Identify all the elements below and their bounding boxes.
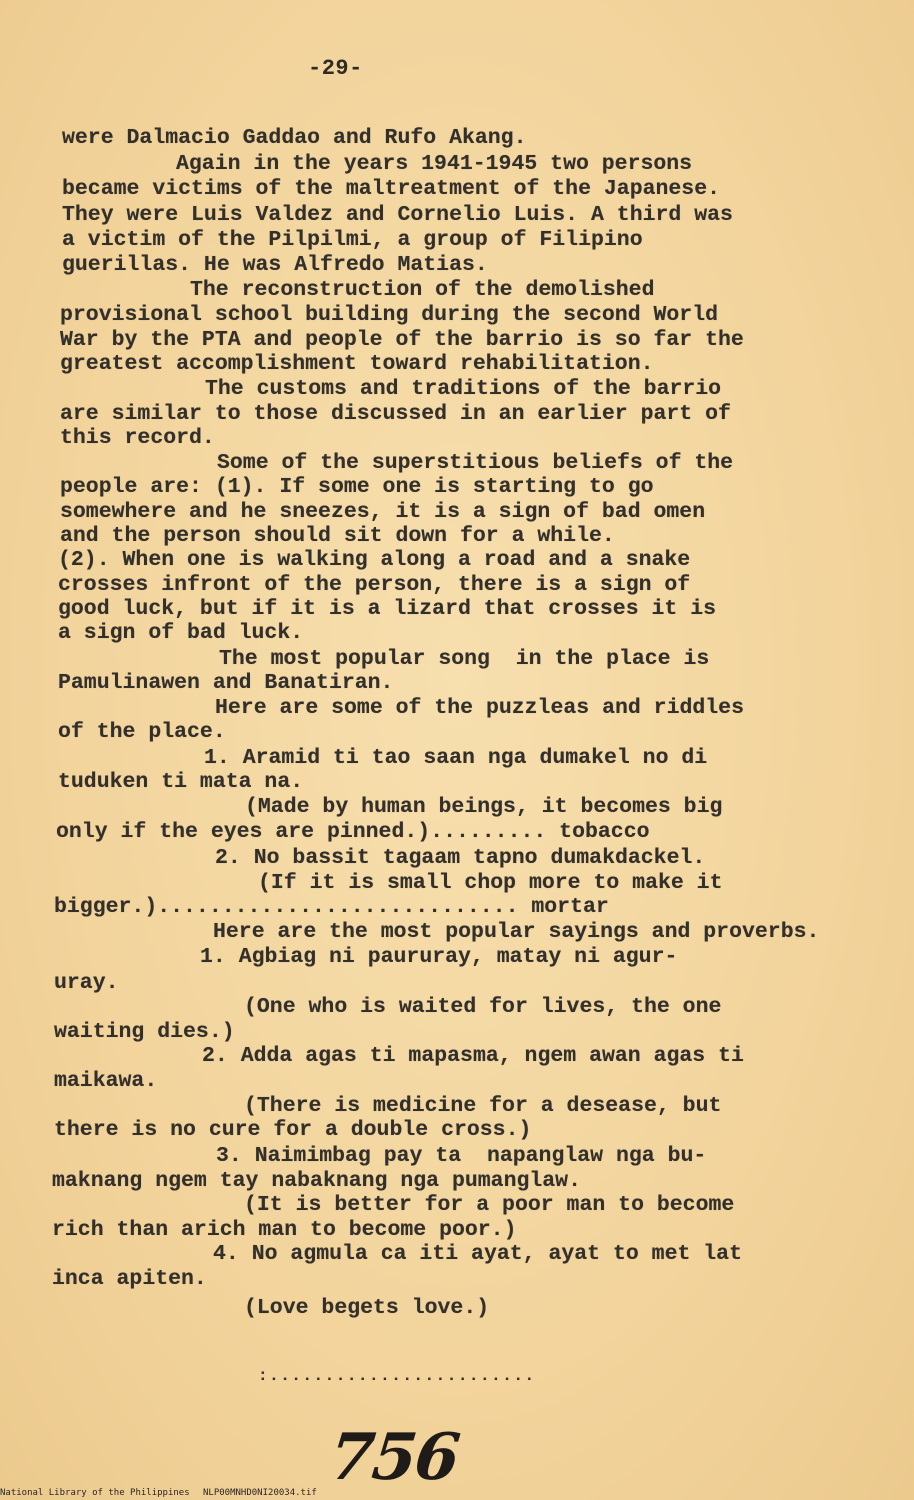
text-line: 2. Adda agas ti mapasma, ngem awan agas ti bbox=[202, 1044, 744, 1068]
text-line: 4. No agmula ca iti ayat, ayat to met lat bbox=[213, 1242, 742, 1266]
footer-file-name: NLP00MNHD0NI20034.tif bbox=[203, 1488, 317, 1498]
text-line: (There is medicine for a desease, but bbox=[244, 1094, 722, 1118]
text-line: War by the PTA and people of the barrio is so far the bbox=[60, 328, 744, 352]
text-line: good luck, but if it is a lizard that crosses it is bbox=[58, 597, 717, 621]
text-line: Here are the most popular sayings and proverbs. bbox=[213, 920, 820, 944]
text-line: (Made by human beings, it becomes big bbox=[245, 795, 723, 819]
text-line: uray. bbox=[54, 971, 119, 995]
text-line: were Dalmacio Gaddao and Rufo Akang. bbox=[62, 126, 527, 150]
text-line: maknang ngem tay nabaknang nga pumanglaw. bbox=[52, 1169, 581, 1193]
text-line: 1. Aramid ti tao saan nga dumakel no di bbox=[204, 746, 708, 770]
text-line: there is no cure for a double cross.) bbox=[54, 1118, 532, 1142]
text-line: guerillas. He was Alfredo Matias. bbox=[62, 253, 488, 277]
text-line: (One who is waited for lives, the one bbox=[244, 995, 722, 1019]
text-line: They were Luis Valdez and Cornelio Luis. A third was bbox=[62, 203, 733, 227]
text-line: somewhere and he sneezes, it is a sign of bad omen bbox=[60, 500, 706, 524]
text-line: (Love begets love.) bbox=[244, 1296, 490, 1320]
text-line: and the person should sit down for a while. bbox=[60, 524, 615, 548]
text-line: people are: (1). If some one is starting to go bbox=[60, 475, 654, 499]
text-line: of the place. bbox=[58, 720, 226, 744]
text-line: 2. No bassit tagaam tapno dumakdackel. bbox=[215, 846, 706, 870]
text-line: Here are some of the puzzleas and riddles bbox=[215, 696, 744, 720]
text-line: The most popular song in the place is bbox=[219, 647, 710, 671]
text-line: greatest accomplishment toward rehabilitation. bbox=[60, 352, 654, 376]
page-number: -29- bbox=[308, 56, 363, 81]
text-line: maikawa. bbox=[54, 1069, 158, 1093]
text-line: inca apiten. bbox=[52, 1267, 207, 1291]
text-line: rich than arich man to become poor.) bbox=[52, 1218, 517, 1242]
text-line: this record. bbox=[60, 426, 215, 450]
text-line: (It is better for a poor man to become bbox=[244, 1193, 735, 1217]
text-line: only if the eyes are pinned.)......... tobacco bbox=[56, 820, 650, 844]
text-line: crosses infront of the person, there is a sign of bbox=[58, 573, 691, 597]
text-line: provisional school building during the second World bbox=[60, 303, 719, 327]
text-line: are similar to those discussed in an earlier part of bbox=[60, 402, 731, 426]
text-line: became victims of the maltreatment of the Japanese. bbox=[62, 177, 721, 201]
text-line: a sign of bad luck. bbox=[58, 621, 304, 645]
text-line: Pamulinawen and Banatiran. bbox=[58, 671, 394, 695]
text-line: The customs and traditions of the barrio bbox=[205, 377, 722, 401]
text-line: a victim of the Pilpilmi, a group of Filipino bbox=[62, 228, 643, 252]
text-line: waiting dies.) bbox=[54, 1020, 235, 1044]
text-line: (If it is small chop more to make it bbox=[258, 871, 723, 895]
text-line: The reconstruction of the demolished bbox=[190, 278, 655, 302]
text-line: bigger.)............................ mortar bbox=[54, 895, 609, 919]
text-line: (2). When one is walking along a road and a snake bbox=[58, 548, 691, 572]
text-line: 1. Agbiag ni paururay, matay ni agur- bbox=[200, 945, 678, 969]
text-line: tuduken ti mata na. bbox=[58, 770, 304, 794]
closing-dotted-rule: :........................ bbox=[258, 1367, 536, 1385]
footer-library-credit: National Library of the Philippines bbox=[0, 1488, 190, 1498]
text-line: 3. Naimimbag pay ta napanglaw nga bu- bbox=[216, 1144, 707, 1168]
text-line: Again in the years 1941-1945 two persons bbox=[176, 152, 693, 176]
text-line: Some of the superstitious beliefs of the bbox=[217, 451, 734, 475]
handwritten-page-stamp: 756 bbox=[326, 1420, 462, 1495]
